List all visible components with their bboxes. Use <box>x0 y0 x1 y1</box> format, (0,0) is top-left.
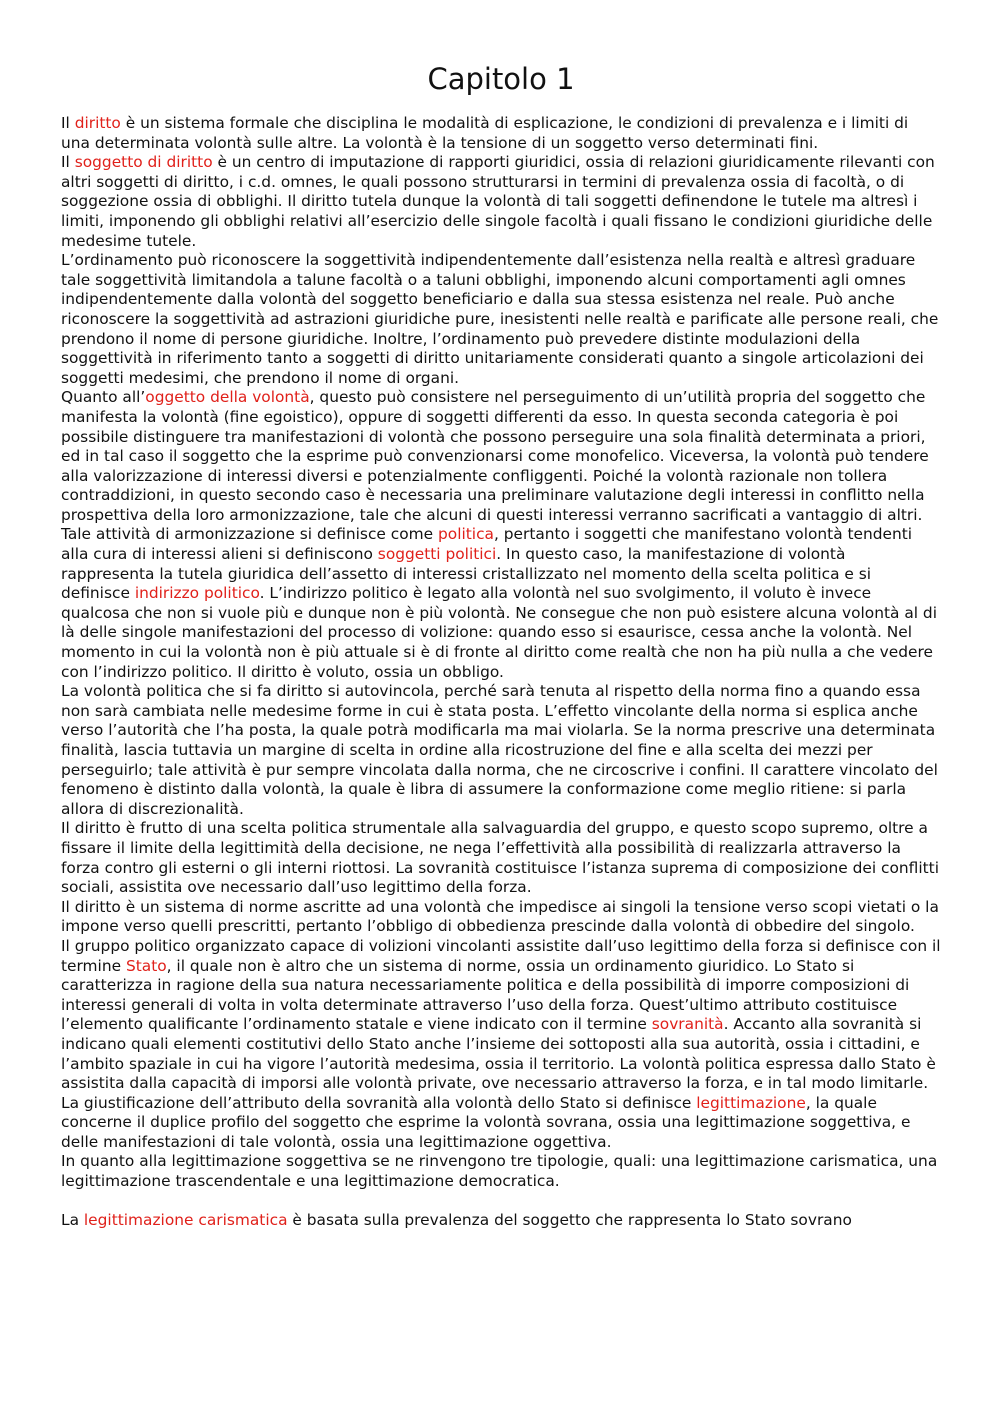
paragraph <box>61 388 941 525</box>
text-run: La volontà politica che si fa diritto si autovincola, perché sarà tenuta al rispetto della norma fino a quando essa non sarà cambiata nelle medesime forme in cui è stata posta. L’effetto vincolante della norma si esplica anche verso l’autorità che l’ha posta, la quale potrà modificarla ma mai violarla. Se la norma prescrive una determinata finalità, lascia tuttavia un margine di scelta in ordine alla ricostruzione del fine e alla scelta dei mezzi per perseguirlo; tale attività è pur sempre vincolata dalla norma, che ne circoscrive i confini. Il carattere vincolato del fenomeno è distinto dalla volontà, la quale è libra di assumere la conformazione come meglio ritiene: si parla allora di discrezionalità. <box>61 682 938 818</box>
highlighted-term: oggetto della volontà <box>145 388 310 407</box>
highlighted-term: legittimazione carismatica <box>83 1211 288 1230</box>
paragraph <box>61 682 941 819</box>
highlighted-term: legittimazione <box>696 1093 806 1112</box>
highlighted-term: politica <box>438 525 494 544</box>
paragraph <box>61 1152 941 1191</box>
highlighted-term: soggetto di diritto <box>74 153 213 172</box>
page-title: Capitolo 1 <box>427 62 575 96</box>
paragraph <box>61 898 941 937</box>
paragraph <box>61 153 941 251</box>
text-run: Il gruppo politico organizzato capace di volizioni vincolanti assistite dall’uso legittimo della forza si definisce con il termine <box>61 936 941 975</box>
highlighted-term: Stato <box>125 956 167 975</box>
text-run: , il quale non è altro che un sistema di norme, ossia un ordinamento giuridico. Lo Stato si caratterizza in ragione della sua natura necessariamente politica e della possibilità di imporre composizioni di interessi generali di volta in volta determinate attraverso l’uso della forza. Quest’ultimo attributo costituisce l’elemento qualificante l’ordinamento statale e viene indicato con il termine <box>61 956 910 1034</box>
text-run: . L’indirizzo politico è legato alla volontà nel suo svolgimento, il voluto è invece qualcosa che non si vuole più e dunque non è più volontà. Ne consegue che non può esistere alcuna volontà al di là delle singole manifestazioni del processo di volizione: quando esso si esaurisce, cessa anche la volontà. Nel momento in cui la volontà non è più attuale si è di fronte al diritto come realtà che non ha più nulla a che vedere con l’indirizzo politico. Il diritto è voluto, ossia un obbligo. <box>61 584 937 681</box>
text-run: . Accanto alla sovranità si indicano quali elementi costitutivi dello Stato anche l’insieme dei sottoposti alla sua autorità, ossia i cittadini, e l’ambito spaziale in cui ha vigore l’autorità medesima, ossia il territorio. La volontà politica espressa dallo Stato è assistita dalla capacità di imporsi alle volontà private, ove necessario attraverso la forza, e in tal modo limitarle. <box>61 1015 936 1093</box>
paragraph <box>61 1094 941 1153</box>
text-run: è un centro di imputazione di rapporti giuridici, ossia di relazioni giuridicamente rilevanti con altri soggetti di diritto, i c.d. omnes, le quali possono strutturarsi in termini di prevalenza ossia di facoltà, o di soggezione ossia di obblighi. Il diritto tutela dunque la volontà di tali soggetti definendone le tutele ma altresì i limiti, imponendo gli obblighi relativi all’esercizio delle singole facoltà i quali fissano le condizioni giuridiche delle medesime tutele. <box>61 153 935 250</box>
paragraph <box>61 525 941 682</box>
text-run: è basata sulla prevalenza del soggetto che rappresenta lo Stato sovrano <box>287 1211 852 1230</box>
paragraph-spacer <box>61 1192 941 1212</box>
text-run: L’ordinamento può riconoscere la soggettività indipendentemente dall’esistenza nella realtà e altresì graduare tale soggettività limitandola a talune facoltà o a taluni obblighi, imponendo alcuni comportamenti agli omnes indipendentemente dalla volontà del soggetto beneficiario e dalla sua stessa esistenza nel reale. Può anche riconoscere la soggettività ad astrazioni giuridiche pure, inesistenti nelle realtà e parificate alle persone reali, che prendono il nome di persone giuridiche. Inoltre, l’ordinamento può prevedere distinte modulazioni della soggettività in riferimento tanto a soggetti di diritto unitariamente considerati quanto a singole articolazioni dei soggetti medesimi, che prendono il nome di organi. <box>61 251 939 387</box>
text-run: , la quale concerne il duplice profilo del soggetto che esprime la volontà sovrana, ossia una legittimazione soggettiva, e delle manifestazioni di tale volontà, ossia una legittimazione oggettiva. <box>61 1093 911 1151</box>
text-run: La <box>61 1211 84 1230</box>
text-run: Il diritto è frutto di una scelta politica strumentale alla salvaguardia del gruppo, e questo scopo supremo, oltre a fissare il limite della legittimità della decisione, ne nega l’effettività alla possibilità di realizzarla attraverso la forza contro gli esterni o gli interni riottosi. La sovranità costituisce l’istanza suprema di composizione dei conflitti sociali, assistita ove necessario dall’uso legittimo della forza. <box>61 819 939 897</box>
text-run: Il <box>61 114 75 132</box>
highlighted-term: sovranità <box>651 1015 724 1034</box>
text-run: In quanto alla legittimazione soggettiva se ne rinvengono tre tipologie, quali: una legittimazione carismatica, una legittimazione trascendentale e una legittimazione democratica. <box>61 1152 938 1191</box>
paragraph <box>61 251 941 388</box>
text-run: . In questo caso, la manifestazione di volontà rappresenta la tutela giuridica dell’assetto di interessi cristallizzato nel momento della scelta politica e si definisce <box>61 545 872 603</box>
text-run: Il <box>61 153 75 172</box>
text-run: è un sistema formale che disciplina le modalità di esplicazione, le condizioni di prevalenza e i limiti di una determinata volontà sulle altre. La volontà è la tensione di un soggetto verso determinati fini. <box>61 114 909 152</box>
text-run: , questo può consistere nel perseguimento di un’utilità propria del soggetto che manifesta la volontà (fine egoistico), oppure di soggetti differenti da esso. In questa seconda categoria è poi possibile distinguere tra manifestazioni di volontà che possono perseguire una sola finalità determinata a priori, ed in tal caso il soggetto che la esprime può convenzionarsi come monofelico. Viceversa, la volontà può tendere alla valorizzazione di interessi diversi e potenzialmente confliggenti. Poiché la volontà razionale non tollera contraddizioni, in questo secondo caso è necessaria una preliminare valutazione degli interessi in conflitto nella prospettiva della loro armonizzazione, tale che alcuni di questi interessi verranno sacrificati a vantaggio di altri. <box>61 388 929 524</box>
document-body <box>61 114 941 1231</box>
text-run: Il diritto è un sistema di norme ascritte ad una volontà che impedisce ai singoli la tensione verso scopi vietati o la impone verso quelli prescritti, pertanto l’obbligo di obbedienza prescinde dalla volontà di obbedire del singolo. <box>61 897 939 936</box>
paragraph <box>61 114 941 153</box>
text-run: , pertanto i soggetti che manifestano volontà tendenti alla cura di interessi alieni si definiscono <box>61 525 913 564</box>
paragraph <box>61 819 941 897</box>
highlighted-term: soggetti politici <box>377 545 497 564</box>
highlighted-term: diritto <box>74 114 121 132</box>
paragraph <box>61 937 941 1094</box>
paragraph <box>61 1211 941 1231</box>
highlighted-term: indirizzo politico <box>134 584 260 603</box>
text-run: Tale attività di armonizzazione si definisce come <box>61 525 439 544</box>
text-run: Quanto all’ <box>61 388 146 407</box>
document-page <box>61 0 941 1231</box>
text-run: La giustificazione dell’attributo della sovranità alla volontà dello Stato si definisce <box>61 1093 697 1112</box>
